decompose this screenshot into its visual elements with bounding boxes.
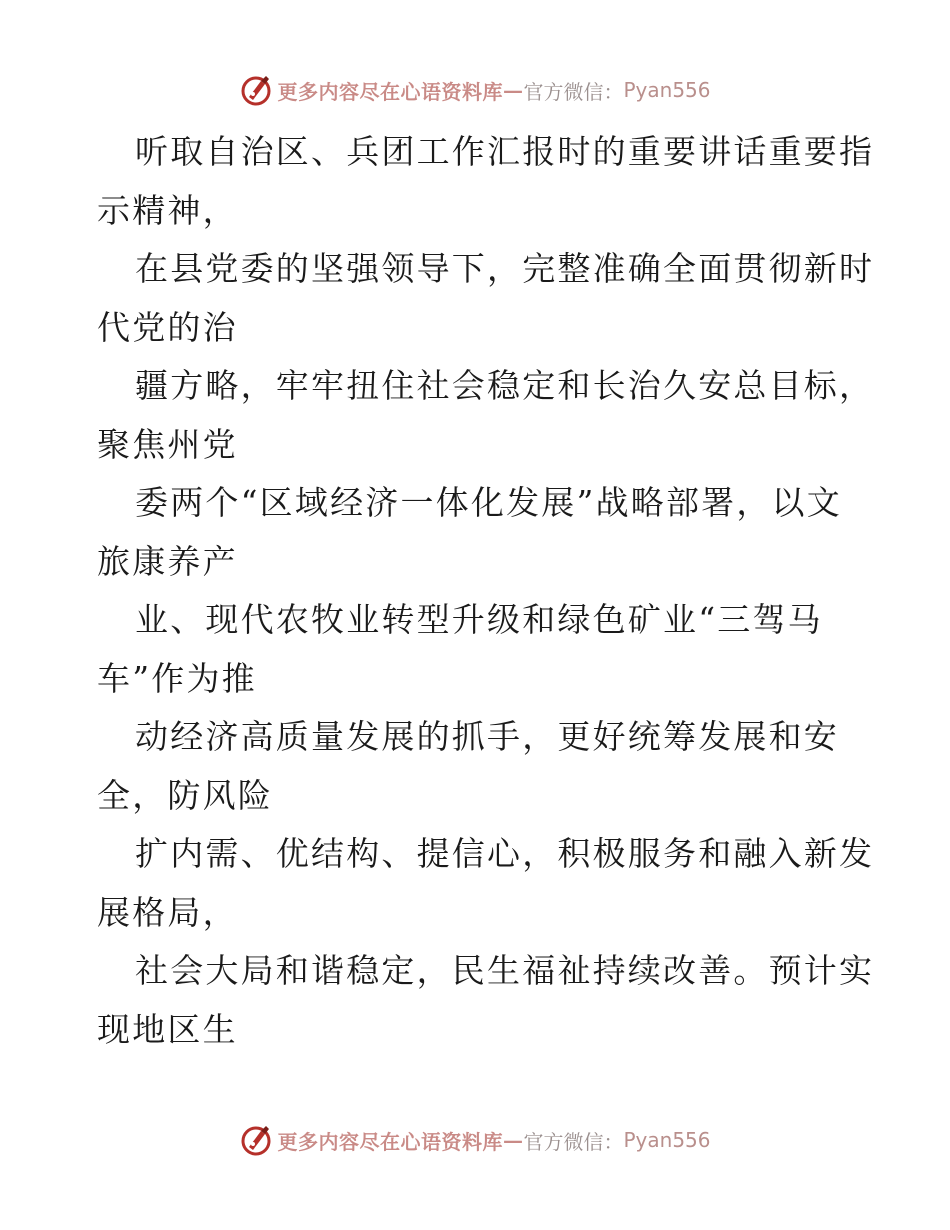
- footer-banner: [0, 1120, 950, 1160]
- paragraph-line: 业、现代农牧业转型升级和绿色矿业“三驾马: [135, 600, 823, 639]
- paragraph-line: 听取自治区、兵团工作汇报时的重要讲话重要指: [135, 132, 875, 171]
- paragraph: [97, 708, 857, 825]
- pen-nib-logo-icon: [239, 1123, 273, 1157]
- footer-wechat-id: Pyan556: [623, 1128, 711, 1152]
- paragraph-line: 旅康养产: [97, 541, 238, 581]
- paragraph-line: 在县党委的坚强领导下，完整准确全面贯彻新时: [135, 249, 875, 288]
- paragraph-line: 车”作为推: [97, 658, 257, 698]
- paragraph: [97, 591, 857, 708]
- paragraph-line: 社会大局和谐稳定，民生福祉持续改善。预计实: [135, 951, 875, 990]
- paragraph-line: 示精神，: [97, 190, 238, 230]
- paragraph: [97, 825, 875, 942]
- paragraph-line: 展格局，: [97, 892, 238, 932]
- paragraph-line: 全，防风险: [97, 775, 273, 815]
- footer-banner-text: 更多内容尽在心语资料库: [277, 1129, 503, 1154]
- header-wechat-id: Pyan556: [623, 78, 711, 102]
- document-body: [97, 123, 875, 1059]
- paragraph: [97, 474, 857, 591]
- footer-wechat-label: 官方微信：: [523, 1129, 624, 1154]
- paragraph-line: 扩内需、优结构、提信心，积极服务和融入新发: [135, 834, 875, 873]
- header-banner: [0, 70, 950, 110]
- paragraph-line: 聚焦州党: [97, 424, 238, 464]
- paragraph-line: 委两个“区域经济一体化发展”战略部署，以文: [135, 483, 842, 522]
- paragraph: [97, 357, 875, 474]
- paragraph: [97, 942, 875, 1059]
- header-banner-dash: —: [502, 78, 524, 102]
- header-banner-text: 更多内容尽在心语资料库: [277, 79, 503, 104]
- header-wechat-label: 官方微信：: [523, 79, 624, 104]
- paragraph: [97, 240, 875, 357]
- footer-banner-dash: —: [502, 1128, 524, 1152]
- paragraph-line: 疆方略，牢牢扭住社会稳定和长治久安总目标，: [135, 366, 875, 405]
- pen-nib-logo-icon: [239, 73, 273, 107]
- paragraph-line: 现地区生: [97, 1009, 238, 1049]
- paragraph: [97, 123, 875, 240]
- paragraph-line: 动经济高质量发展的抓手，更好统筹发展和安: [135, 717, 839, 756]
- paragraph-line: 代党的治: [97, 307, 238, 347]
